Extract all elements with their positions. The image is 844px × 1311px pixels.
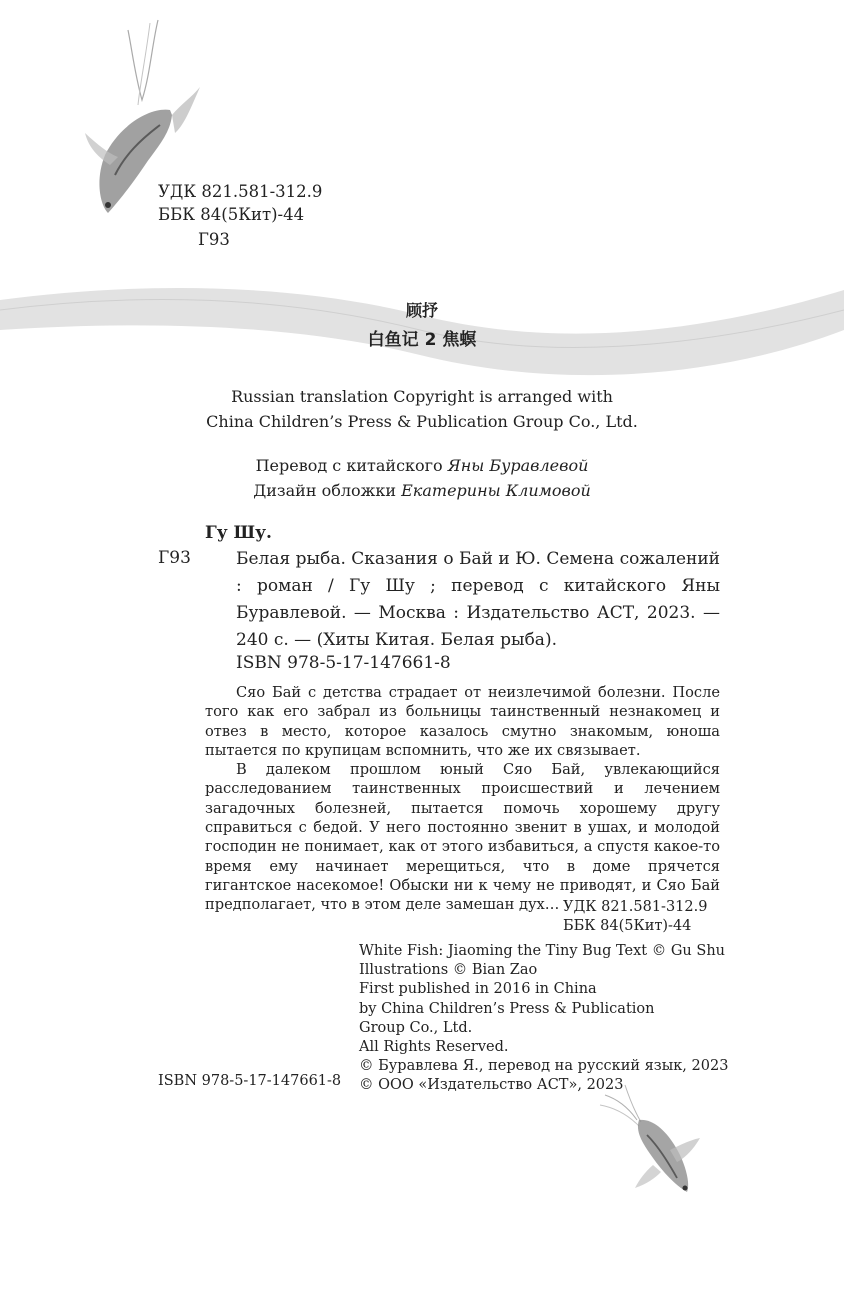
annotation-paragraph: В далеком прошлом юный Сяо Бай, увлекающийся расследованием таинственных происшествий и лечением загадочных болезней, пытается помочь хорошему другу справиться с бедой. У него постоянно звенит в ушах, и молодой господин не понимает, как от этого избавиться, а спустя какое-то время ему начинает мерещиться, что в доме прячется гигантское насекомое! Обыски ни к чему не приводят, и Сяо Бай предполагает, что в этом деле замешан дух… — [205, 761, 720, 914]
author-mark: Г93 — [198, 230, 230, 249]
rights-line: © ООО «Издательство АСТ», 2023 — [359, 1077, 624, 1094]
copyright-line-2: China Children’s Press & Publication Group Co., Ltd. — [206, 412, 638, 431]
rights-line: First published in 2016 in China — [359, 981, 597, 998]
annotation — [205, 683, 720, 915]
author-heading: Гу Шу. — [205, 523, 272, 543]
translator-name: Яны Буравлевой — [447, 456, 589, 475]
rights-line: © Буравлева Я., перевод на русский язык, 2023 — [359, 1058, 729, 1075]
copyright-line-1: Russian translation Copyright is arranged with — [231, 387, 613, 406]
cover-design-credit: Дизайн обложки Екатерины Климовой — [253, 481, 591, 500]
rights-line: White Fish: Jiaoming the Tiny Bug Text © Gu Shu — [359, 943, 725, 959]
bbk-code-bottom: ББК 84(5Кит)-44 — [563, 918, 692, 934]
koi-fish-illustration-bottom — [595, 1080, 705, 1195]
rights-line: Illustrations © Bian Zao — [359, 962, 538, 979]
author-mark-bib: Г93 — [158, 548, 191, 568]
rights-line: by China Children’s Press & Publication — [359, 1000, 655, 1017]
rights-line: Group Co., Ltd. — [359, 1019, 473, 1036]
bibliographic-description: Белая рыба. Сказания о Бай и Ю. Семена сожалений : роман / Гу Шу ; перевод с китайского Яны Буравлевой. — Москва : Издательство АСТ, 2023. — 240 с. — (Хиты Китая. Белая рыба). — [236, 549, 720, 650]
udk-code-bottom: УДК 821.581-312.9 — [563, 899, 708, 915]
translator-credit: Перевод с китайского Яны Буравлевой — [255, 456, 589, 475]
isbn: ISBN 978-5-17-147661-8 — [236, 653, 451, 673]
udk-code: УДК 821.581-312.9 — [158, 182, 323, 201]
rights-block — [359, 942, 728, 1096]
isbn-bottom: ISBN 978-5-17-147661-8 — [158, 1073, 342, 1089]
chinese-title: 白鱼记 2 焦螟 — [367, 330, 477, 350]
designer-name: Екатерины Климовой — [401, 481, 591, 500]
rights-line: All Rights Reserved. — [359, 1039, 509, 1056]
chinese-author: 顾抒 — [405, 301, 438, 320]
bbk-code: ББК 84(5Кит)-44 — [158, 205, 305, 224]
annotation-paragraph: Сяо Бай с детства страдает от неизлечимой болезни. После того как его забрал из больницы таинственный незнакомец и отвез в место, которое казалось смутно знакомым, юноша пытается по крупицам вспомнить, что же их связывает. — [205, 684, 720, 759]
